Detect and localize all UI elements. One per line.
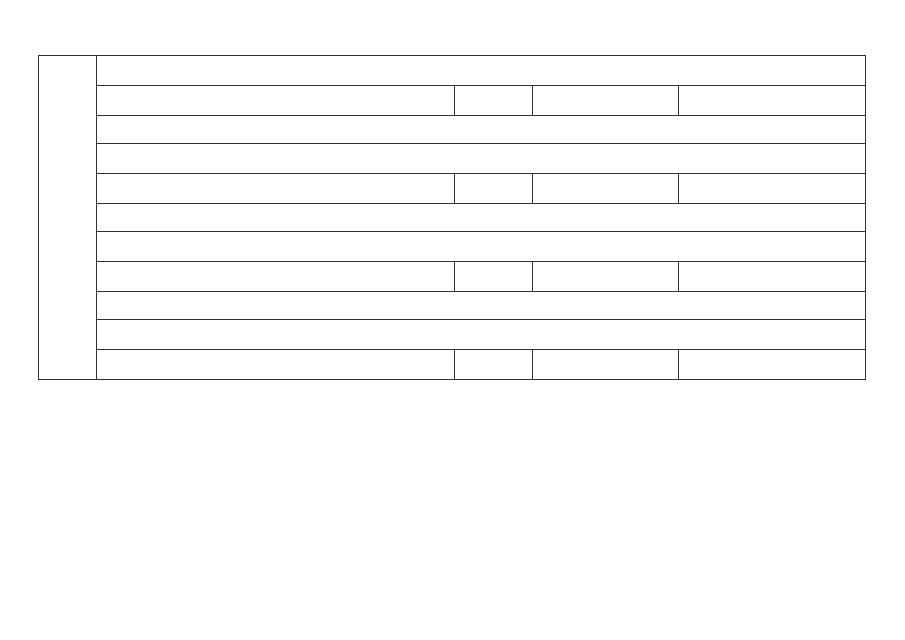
value-cell — [679, 86, 866, 116]
table-row — [39, 204, 866, 232]
range-header-150-670 — [97, 116, 866, 144]
table-row — [39, 56, 866, 86]
formula-150-670 — [97, 144, 866, 174]
item-number-6-3-cell — [39, 56, 97, 380]
symbol-cell — [97, 86, 455, 116]
formula-670-10 — [97, 232, 866, 262]
value-cell — [679, 174, 866, 204]
table-row — [39, 292, 866, 320]
tariff-table — [38, 55, 866, 380]
empty-cell — [533, 262, 679, 292]
table-row — [39, 350, 866, 380]
symbol-cell — [97, 262, 455, 292]
table-row — [39, 320, 866, 350]
table-row — [39, 232, 866, 262]
formula-lt150 — [97, 56, 866, 86]
unit-cell — [455, 86, 533, 116]
unit-cell — [455, 262, 533, 292]
symbol-cell — [97, 350, 455, 380]
unit-cell — [455, 174, 533, 204]
symbol-cell — [97, 174, 455, 204]
table-row — [39, 116, 866, 144]
table-row — [39, 86, 866, 116]
table-row — [39, 144, 866, 174]
unit-cell — [455, 350, 533, 380]
empty-cell — [533, 350, 679, 380]
range-header-670-10 — [97, 204, 866, 232]
range-header-ge10 — [97, 292, 866, 320]
table-row — [39, 174, 866, 204]
empty-cell — [533, 174, 679, 204]
formula-ge10 — [97, 320, 866, 350]
value-cell — [679, 350, 866, 380]
table-row — [39, 262, 866, 292]
value-cell — [679, 262, 866, 292]
empty-cell — [533, 86, 679, 116]
